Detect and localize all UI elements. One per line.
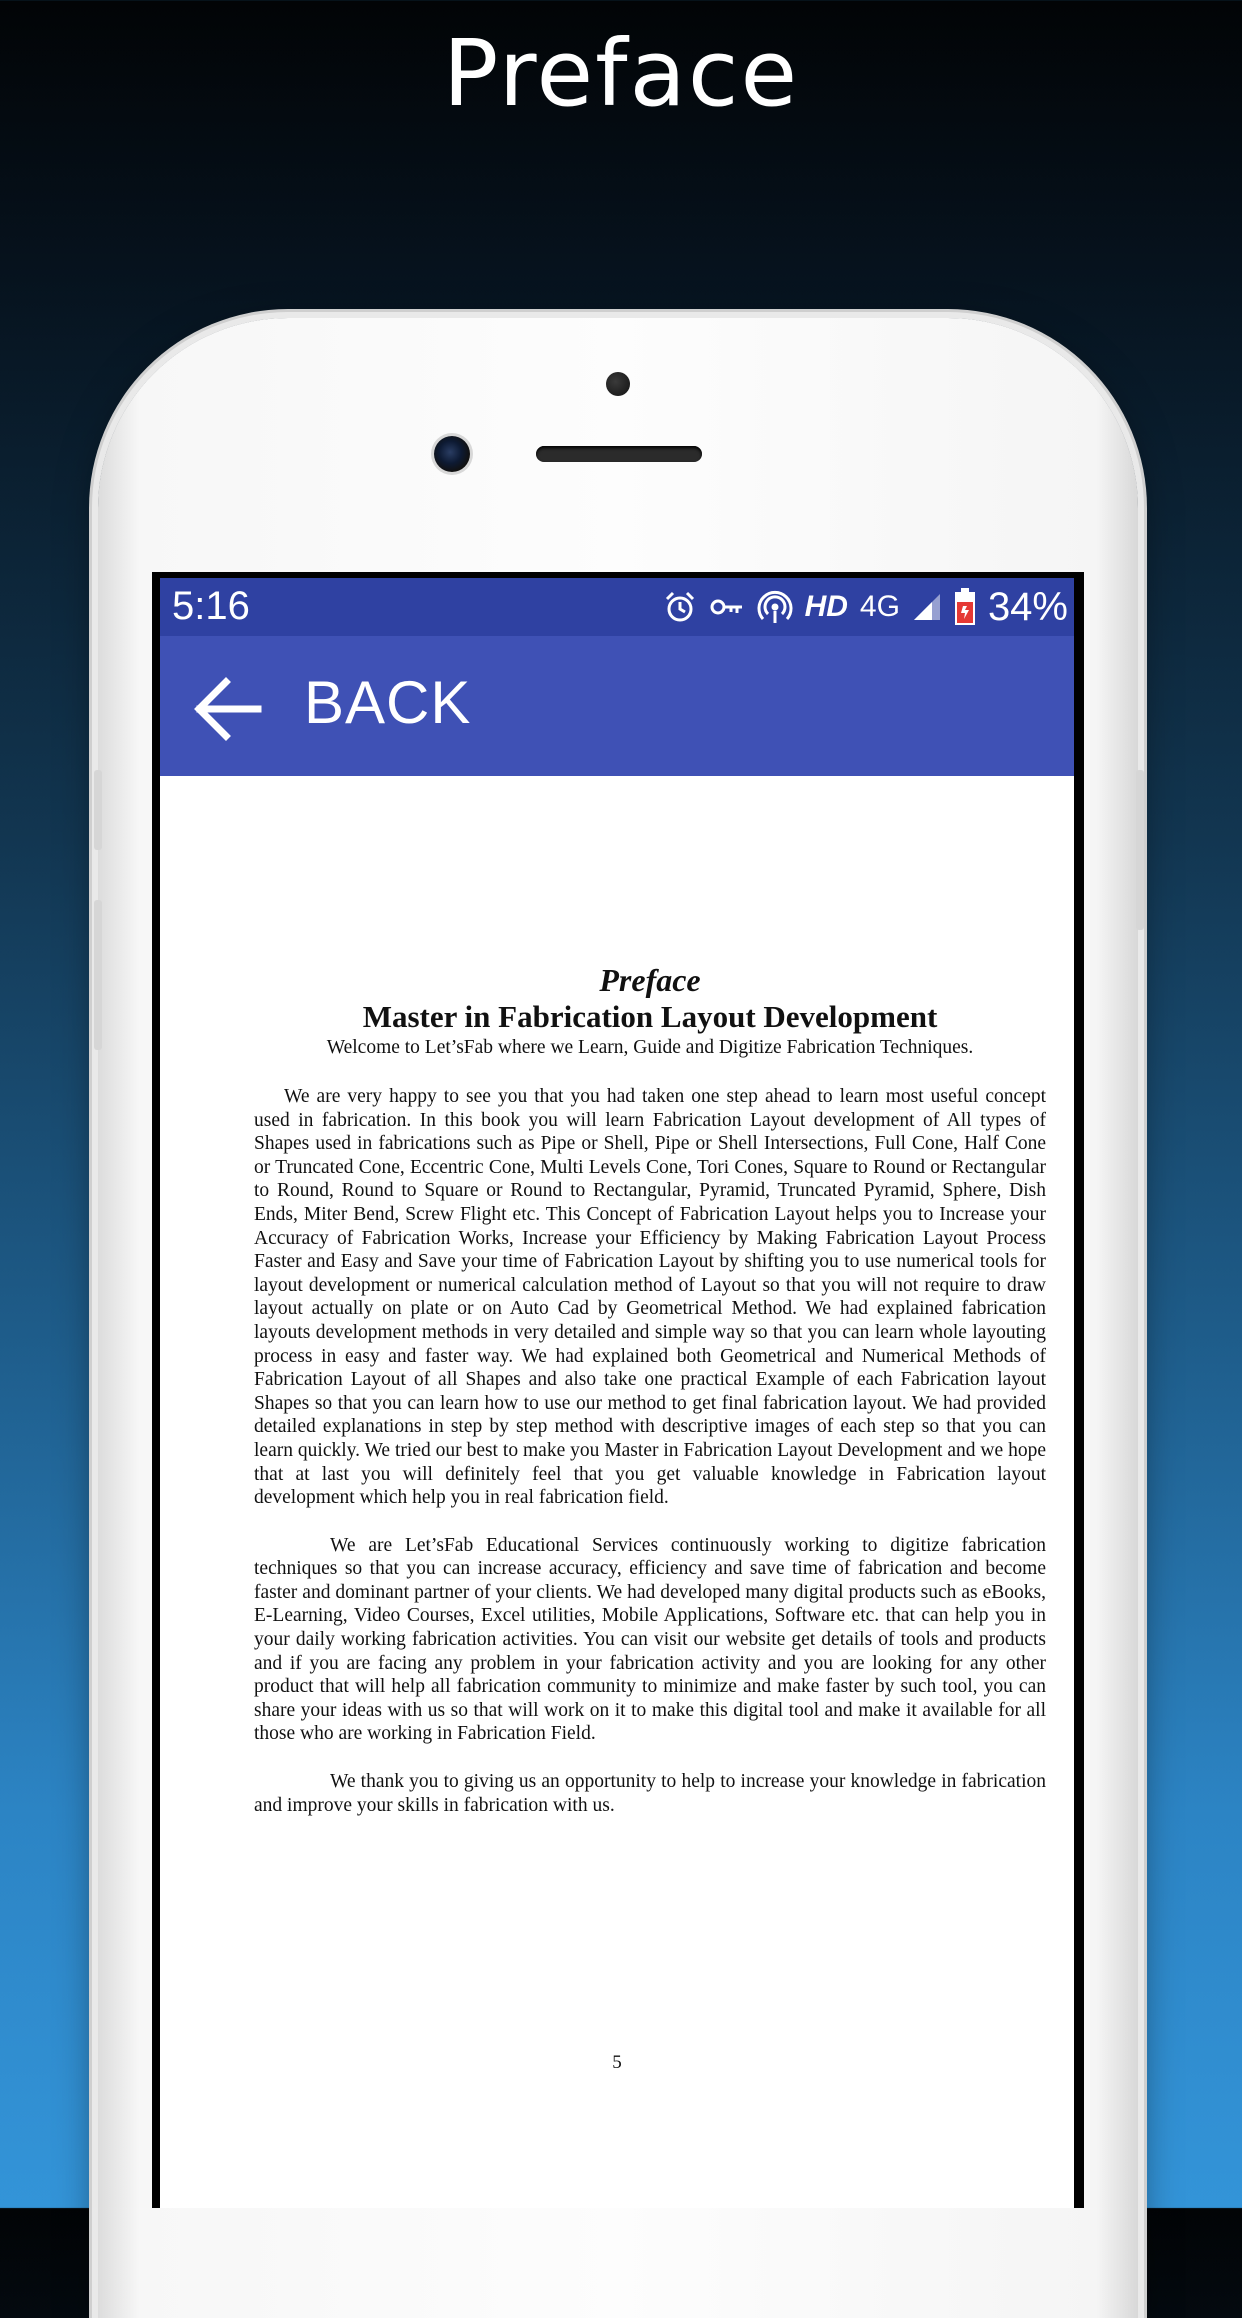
proximity-sensor: [606, 372, 630, 396]
network-hd-label: HD: [804, 590, 848, 623]
promo-title: Preface: [442, 20, 800, 127]
phone-side-button: [94, 770, 102, 850]
signal-icon: [912, 592, 942, 622]
back-arrow-icon[interactable]: [190, 672, 264, 751]
phone-screen: [160, 578, 1074, 2208]
hotspot-icon: [757, 589, 793, 625]
document-paragraph: We thank you to giving us an opportunity to help to increase your knowledge in fabrication and improve your skills in fabrication with us.: [254, 1771, 1046, 1816]
status-bar: [160, 578, 1074, 636]
battery-icon: [954, 588, 976, 626]
document-subtitle: Welcome to Let’sFab where we Learn, Guide and Digitize Fabrication Techniques.: [326, 1037, 974, 1058]
front-camera: [434, 436, 470, 472]
vpn-key-icon: [709, 592, 745, 622]
phone-volume-button: [94, 900, 102, 1050]
document-paragraph: We are Let’sFab Educational Services continuously working to digitize fabrication techniques so that you can increase accuracy, efficiency and save time of fabrication and become faster and dominant partner of your clients. We had developed many digital products such as eBooks, E-Learning, Video Courses, Excel utilities, Mobile Applications, Software etc. that can help you in your daily working fabrication activities. You can visit our website get details of tools and products and if you are facing any problem in your fabrication activity and you are looking for any other product that will help all fabrication community to minimize and make faster by such tool, you can share your ideas with us so that will work on it to make this digital tool and make it available for all those who are working in Fabrication Field.: [254, 1534, 1046, 1745]
network-type-label: 4G: [859, 590, 900, 623]
status-icons: [663, 582, 1068, 632]
document-paragraph: We are very happy to see you that you had taken one step ahead to learn most useful concept used in fabrication. In this book you will learn Fabrication Layout development of All types of Shapes used in fabrications such as Pipe or Shell, Pipe or Shell Intersections, Full Cone, Half Cone or Truncated Cone, Eccentric Cone, Multi Levels Cone, Tori Cones, Square to Round or Rectangular to Round, Round to Square or Round to Rectangular, Pyramid, Truncated Pyramid, Sphere, Dish Ends, Miter Bend, Screw Flight etc. This Concept of Fabrication Layout helps you to Increase your Accuracy of Fabrication Works, Increase your Efficiency by Making Fabrication Layout Process Faster and Easy and Save your time of Fabrication Layout by shifting you to use numerical tools for layout development or numerical calculation method of Layout so that you will not require to draw layout actually on plate or on Auto Cad by Geometrical Method. We had explained fabrication layouts development methods in very detailed and simple way so that you can learn whole layouting process in easy and faster way. We had explained both Geometrical and Numerical Methods of Fabrication Layout of all Shapes and also take one practical Example of each Fabrication layout Shapes so that you can learn how to use our method to get final fabrication layout. We had provided detailed explanations in step by step method with descriptive images of each step so that you can learn quickly. We tried our best to make you Master in Fabrication Layout Development and we hope that at last you will definitely feel that you get valuable knowledge in Fabrication layout development which help you in real fabrication field.: [254, 1086, 1046, 1509]
document-page: [254, 776, 1046, 1817]
document-heading: Preface: [599, 962, 701, 998]
back-button[interactable]: BACK: [304, 669, 472, 736]
phone-power-button: [1136, 770, 1144, 930]
earpiece-speaker: [536, 446, 702, 462]
page-number: 5: [612, 2052, 622, 2073]
battery-percent: 34%: [987, 584, 1068, 629]
alarm-icon: [663, 590, 697, 624]
status-time: 5:16: [172, 584, 250, 628]
document-title: Master in Fabrication Layout Development: [362, 999, 938, 1034]
app-bar: [160, 636, 1074, 776]
